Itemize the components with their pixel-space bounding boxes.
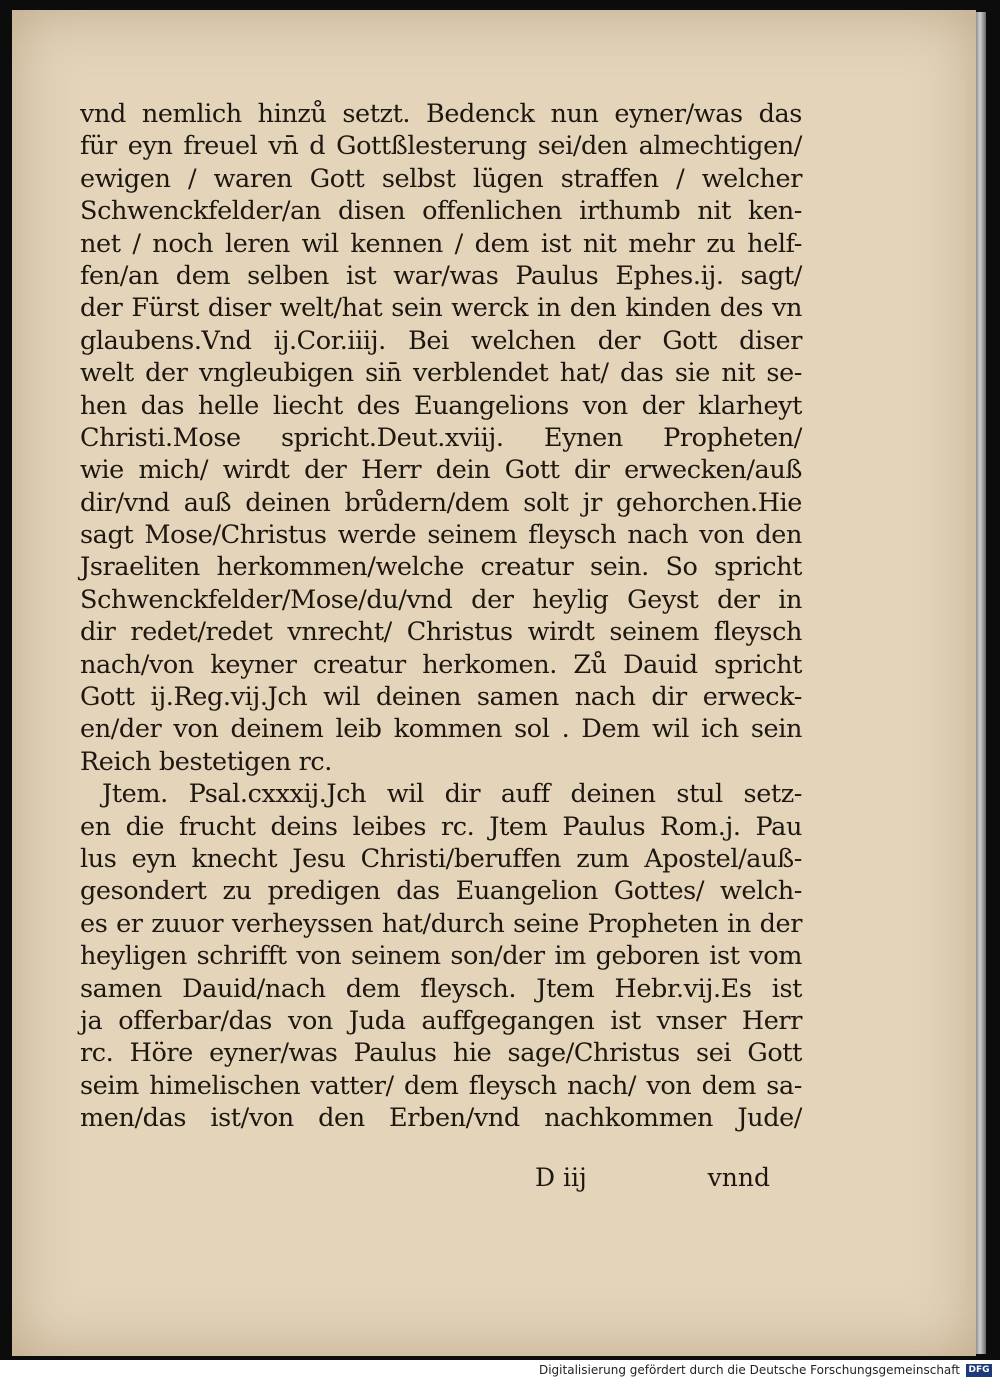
text-line: heyligen schrifft von seinem son/der im geboren ist vom [80, 941, 802, 972]
text-line: glaubens.Vnd ij.Cor.iiij. Bei welchen der Gott diser [80, 325, 802, 356]
text-line: ewigen / waren Gott selbst lügen straffen / welcher [80, 163, 802, 194]
text-line: net / noch leren wil kennen / dem ist nit mehr zu helf- [80, 228, 802, 259]
text-line: dir/vnd auß deinen brůdern/dem solt jr gehorchen.Hie [80, 487, 802, 518]
text-line: Jsraeliten herkommen/welche creatur sein. So spricht [80, 552, 802, 583]
text-line: Christi.Mose spricht.Deut.xviij. Eynen Propheten/ [80, 422, 802, 453]
text-line: Schwenckfelder/Mose/du/vnd der heylig Geyst der in [80, 584, 802, 615]
text-line: Jtem. Psal.cxxxij.Jch wil dir auff deinen stul setz- [102, 779, 802, 810]
text-line: men/das ist/von den Erben/vnd nachkommen Jude/ [80, 1103, 802, 1134]
text-line: vnd nemlich hinzů setzt. Bedenck nun eyner/was das [80, 99, 802, 129]
text-line: nach/von keyner creatur herkomen. Zů Dauid spricht [80, 649, 802, 680]
text-line: samen Dauid/nach dem fleysch. Jtem Hebr.vij.Es ist [80, 973, 802, 1004]
text-line: Schwenckfelder/an disen offenlichen irthumb nit ken- [80, 196, 802, 227]
page-text [80, 98, 802, 1135]
page-edge [976, 12, 986, 1354]
text-line: Reich bestetigen rc. [80, 746, 333, 777]
text-line: es er zuuor verheyssen hat/durch seine Propheten in der [80, 908, 802, 939]
text-line: sagt Mose/Christus werde seinem fleysch nach von den [80, 520, 802, 551]
funding-notice: Digitalisierung gefördert durch die Deutsche Forschungsgemeinschaft [538, 1363, 960, 1377]
text-line: lus eyn knecht Jesu Christi/beruffen zum Apostel/auß- [80, 843, 802, 874]
signature-line [80, 1162, 770, 1194]
text-line: fen/an dem selben ist war/was Paulus Ephes.ij. sagt/ [80, 260, 802, 291]
footer [0, 1360, 1000, 1381]
text-line: seim himelischen vatter/ dem fleysch nach/ von dem sa- [80, 1070, 802, 1101]
text-line: wie mich/ wirdt der Herr dein Gott dir erwecken/auß [80, 455, 802, 486]
text-line: Gott ij.Reg.vij.Jch wil deinen samen nach dir erweck- [80, 682, 802, 713]
text-line: hen das helle liecht des Euangelions von der klarheyt [80, 390, 802, 421]
catchword: vnnd [707, 1163, 770, 1192]
text-line: gesondert zu predigen das Euangelion Gottes/ welch- [80, 876, 802, 907]
text-line: für eyn freuel vn̄ d Gottßlesterung sei/den almechtigen/ [80, 131, 802, 162]
text-line: dir redet/redet vnrecht/ Christus wirdt seinem fleysch [80, 617, 802, 648]
signature-mark: D iij [535, 1163, 587, 1192]
text-line: en/der von deinem leib kommen sol . Dem wil ich sein [80, 714, 802, 745]
text-line: rc. Höre eyner/was Paulus hie sage/Christus sei Gott [80, 1038, 802, 1069]
text-line: en die frucht deins leibes rc. Jtem Paulus Rom.j. Pau [80, 811, 802, 842]
dfg-logo-icon: DFG [966, 1364, 992, 1377]
text-line: welt der vngleubigen sin̄ verblendet hat/ das sie nit se- [80, 358, 802, 389]
text-line: der Fürst diser welt/hat sein werck in den kinden des vn [80, 293, 802, 324]
text-line: ja offerbar/das von Juda auffgegangen ist vnser Herr [80, 1005, 802, 1036]
